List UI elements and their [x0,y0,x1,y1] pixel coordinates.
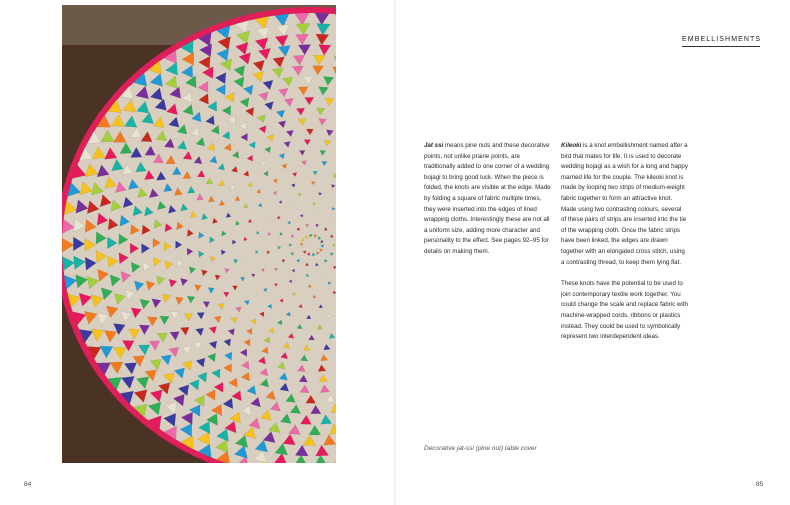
term-jat-ssi: Jat ssi [424,142,444,149]
jat-ssi-table-cover-image [62,5,336,463]
knots-potential-paragraph: These knots have the potential to be used to join contemporary textile work together. You could change the scale and replace fabric with machine-wrapped cords, ribbons or plastics instead. They could be used to symbolically represent two interdependent ideas. [561,280,688,341]
decorative-table-cover-photo [62,5,336,463]
book-gutter [394,0,396,505]
photo-caption: Decorative jat-ssi (pine nut) table cover [424,445,537,452]
page-number-left: 84 [24,481,32,488]
term-kileoki: Kileoki [561,142,582,149]
page-number-right: 85 [756,481,764,488]
kileoki-body: is a knot embellishment named after a bird that mates for life. It is used to decorate wedding bojagi as a wish for a long and happy married life for the couple. The kileoki knot is made by looping two strips of medium-weight fabric together to form an attractive knot. Made using two contrasting colours, several of these pairs of strips are inserted into the tie of the wrapping cloth. Once the fabric strips have been linked, the edges are drawn together with an elongated cross stitch, using a contrasting thread, to keep them lying flat. [561,142,688,266]
kileoki-paragraph [561,141,688,268]
text-column-left [424,141,551,269]
jat-ssi-body: means pine nuts and these decorative points, not unlike prairie points, are traditionally added to one corner of a wedding bojagi to bring good luck. When the piece is folded, the knots are visible at the edge. Made by folding a square of fabric multiple times, they were inserted into the edges of lined wrapping cloths. Interestingly these are not all a uniform size, adding more character and personality to the effect. See pages 92–95 for details on making them. [424,142,551,255]
jat-ssi-paragraph [424,141,551,258]
section-header: EMBELLISHMENTS [682,36,760,47]
text-column-right [561,141,688,354]
